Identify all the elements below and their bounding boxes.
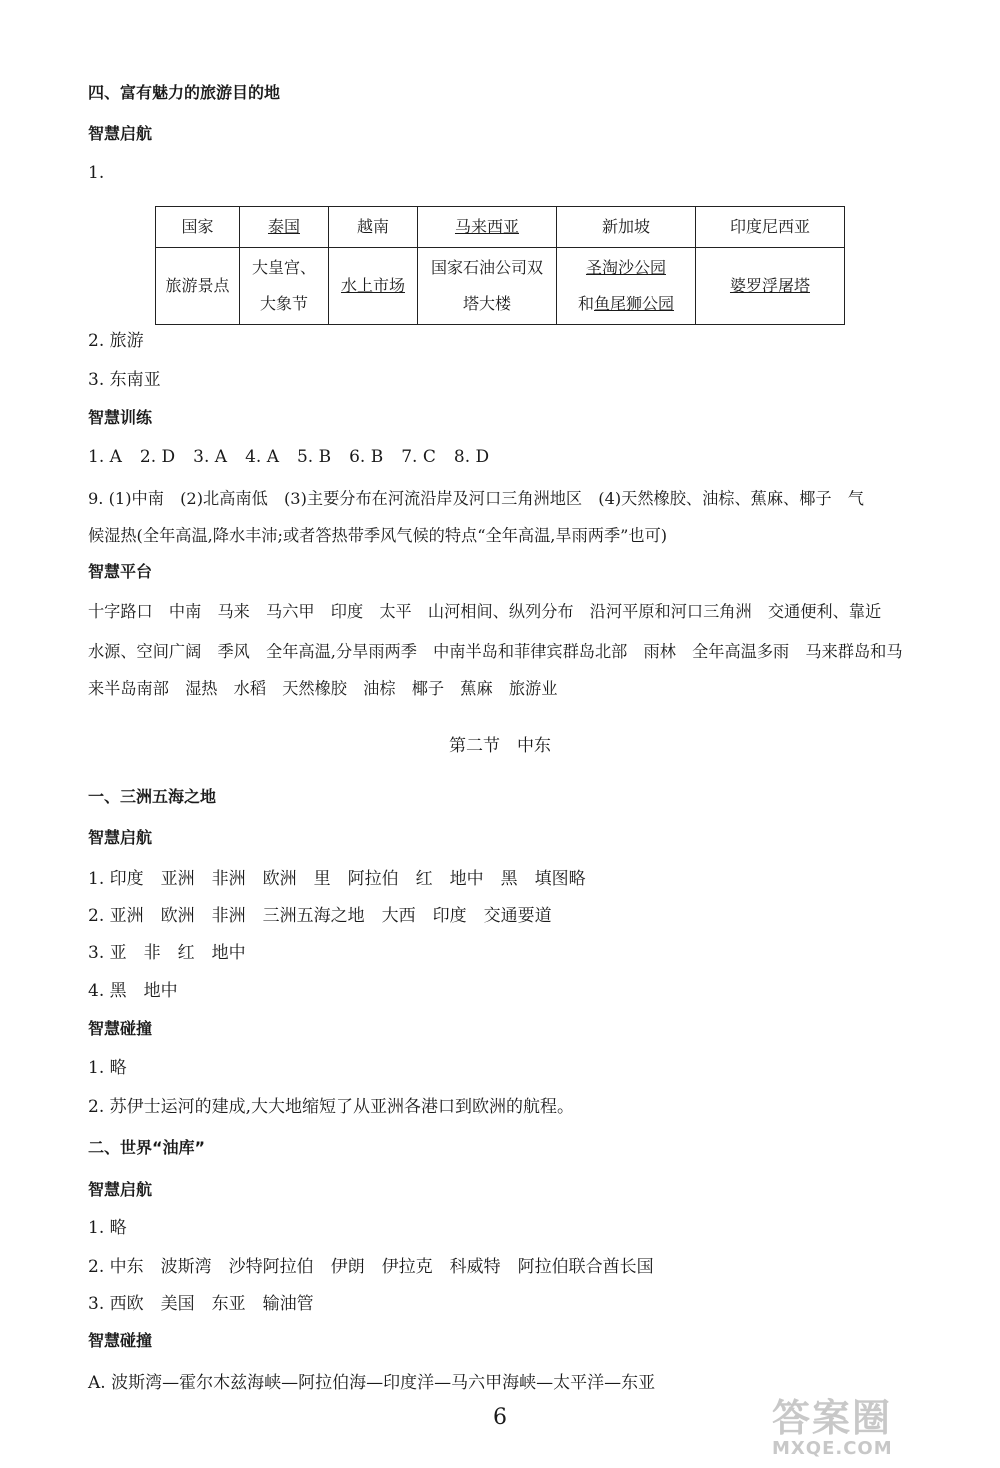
heading-zhihui-pengzhuang: 智慧碰撞 [88, 1019, 153, 1038]
cell-line: 塔大楼 [462, 294, 511, 313]
heading-zhihui-xunlian: 智慧训练 [88, 408, 153, 427]
table-cell-text: 婆罗浮屠塔 [729, 276, 810, 295]
s3-answer-2: 2. 中东 波斯湾 沙特阿拉伯 伊朗 伊拉克 科威特 阿拉伯联合酋长国 [88, 1257, 654, 1277]
table-cell [240, 207, 329, 248]
cell-line: 大皇宫、 [251, 258, 316, 277]
table-header-row [156, 207, 845, 248]
cell-line [561, 286, 691, 322]
table-cell [329, 248, 418, 325]
watermark-text: 答案圈 [772, 1396, 893, 1440]
answer-item: 5. B [296, 447, 332, 467]
cell-text: 鱼尾狮公园 [594, 294, 675, 313]
answer-3: 3. 东南亚 [88, 370, 161, 390]
s2-answer-4: 4. 黑 地中 [88, 981, 178, 1001]
table-cell [418, 207, 557, 248]
answer-item: 2. D [139, 447, 176, 467]
table-cell [418, 248, 557, 325]
s3-answer-1: 1. 略 [88, 1218, 127, 1238]
cell-line: 大象节 [259, 294, 308, 313]
section-title-tourism: 四、富有魅力的旅游目的地 [88, 83, 281, 102]
table-cell-text: 水上市场 [340, 276, 405, 295]
table-cell: 国家 [156, 207, 240, 248]
platform-line-1: 十字路口 中南 马来 马六甲 印度 太平 山河相间、纵列分布 沿河平原和河口三角洲 交通便利、靠近 [88, 602, 882, 621]
subsection-title-three-continents: 一、三洲五海之地 [88, 787, 217, 806]
table-cell: 印度尼西亚 [696, 207, 845, 248]
s2-answer-1: 1. 印度 亚洲 非洲 欧洲 里 阿拉伯 红 地中 黑 填图略 [88, 869, 586, 889]
table-cell: 越南 [329, 207, 418, 248]
question-9-line-2: 候湿热(全年高温,降水丰沛;或者答热带季风气候的特点“全年高温,旱雨两季”也可) [88, 526, 668, 545]
s2-answer-2: 2. 亚洲 欧洲 非洲 三洲五海之地 大西 印度 交通要道 [88, 906, 552, 926]
heading-zhihui-qihang-2: 智慧启航 [88, 828, 153, 847]
s2-answer-3: 3. 亚 非 红 地中 [88, 943, 246, 963]
table-cell: 新加坡 [557, 207, 696, 248]
table-cell [240, 248, 329, 325]
table-cell [696, 248, 845, 325]
platform-line-3: 来半岛南部 湿热 水稻 天然橡胶 油棕 椰子 蕉麻 旅游业 [88, 679, 558, 698]
cell-text: 和 [577, 294, 594, 313]
cell-line: 国家石油公司双 [430, 258, 543, 277]
page-number: 6 [493, 1405, 507, 1430]
cell-line: 圣淘沙公园 [585, 258, 666, 277]
answer-item: 3. A [193, 447, 228, 467]
table-cell-text: 泰国 [267, 217, 300, 236]
heading-zhihui-qihang: 智慧启航 [88, 124, 153, 143]
question-1-label: 1. [88, 163, 105, 183]
heading-zhihui-pingtai: 智慧平台 [88, 562, 153, 581]
table-cell: 旅游景点 [156, 248, 240, 325]
answer-item: 1. A [88, 447, 122, 467]
section-2-title: 第二节 中东 [449, 736, 551, 756]
answer-item: 6. B [349, 447, 384, 467]
s2-collision-2: 2. 苏伊士运河的建成,大大地缩短了从亚洲各港口到欧洲的航程。 [88, 1097, 575, 1117]
s3-route-answer: A. 波斯湾—霍尔木兹海峡—阿拉伯海—印度洋—马六甲海峡—太平洋—东亚 [88, 1373, 656, 1393]
question-9-line-1: 9. (1)中南 (2)北高南低 (3)主要分布在河流沿岸及河口三角洲地区 (4)天然橡胶、油棕、蕉麻、椰子 气 [88, 489, 864, 508]
platform-line-2: 水源、空间广阔 季风 全年高温,分旱雨两季 中南半岛和菲律宾群岛北部 雨林 全年高温多雨 马来群岛和马 [88, 642, 903, 661]
table-cell [557, 248, 696, 325]
tourism-table [155, 206, 845, 325]
subsection-title-oil-depot: 二、世界“油库” [88, 1138, 206, 1157]
watermark-domain: MXQE.COM [772, 1438, 893, 1459]
training-answers [88, 446, 489, 468]
table-cell-text: 马来西亚 [454, 217, 519, 236]
answer-item: 7. C [401, 447, 436, 467]
table-body-row [156, 248, 845, 325]
watermark-logo [772, 1398, 982, 1460]
answer-2: 2. 旅游 [88, 331, 144, 351]
answer-item: 4. A [245, 447, 279, 467]
s3-answer-3: 3. 西欧 美国 东亚 输油管 [88, 1294, 314, 1314]
s2-collision-1: 1. 略 [88, 1058, 127, 1078]
heading-zhihui-qihang-3: 智慧启航 [88, 1180, 153, 1199]
answer-item: 8. D [453, 447, 490, 467]
heading-zhihui-pengzhuang-2: 智慧碰撞 [88, 1331, 153, 1350]
